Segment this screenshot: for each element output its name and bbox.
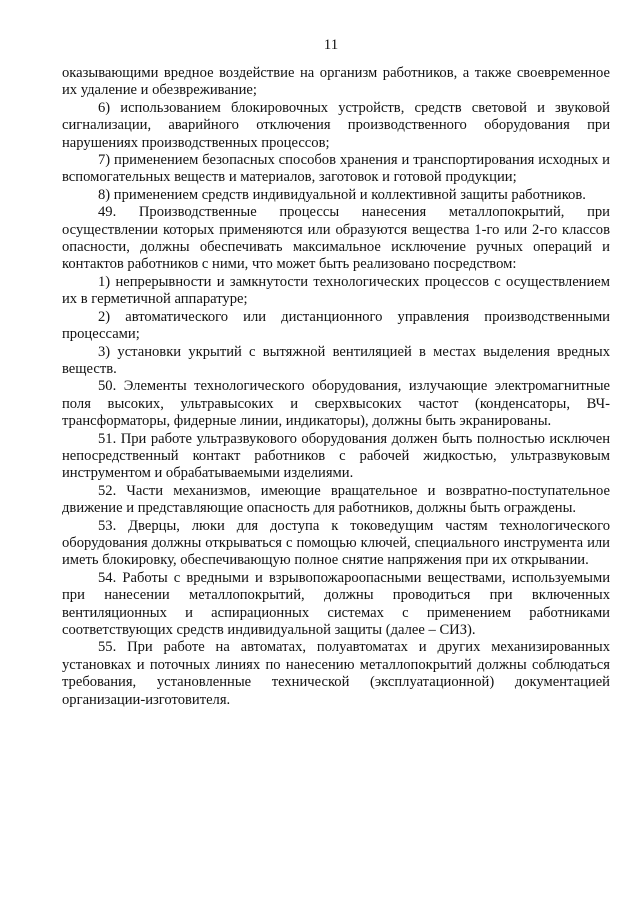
clause-52: 52. Части механизмов, имеющие вращательное и возвратно-поступательное движение и представляющие опасность для работников, должны быть ограждены. [62, 482, 610, 517]
document-body [62, 65, 610, 709]
clause-49-item-3: 3) установки укрытий с вытяжной вентиляцией в местах выделения вредных веществ. [62, 343, 610, 377]
clause-54: 54. Работы с вредными и взрывопожароопасными веществами, используемыми при нанесении металлопокрытий, должны проводиться при включенных вентиляционных и аспирационных системах с применением работниками соответствующих средств индивидуальной защиты (далее – СИЗ). [62, 569, 610, 638]
paragraph-continuation: оказывающими вредное воздействие на организм работников, а также своевременное их удаление и обезвреживание; [62, 65, 610, 99]
page-number: 11 [323, 37, 339, 53]
clause-50: 50. Элементы технологического оборудования, излучающие электромагнитные поля высоких, ультравысоких и сверхвысоких частот (конденсаторы, ВЧ-трансформаторы, фидерные линии, индикаторы), должны быть экранированы. [62, 378, 610, 430]
list-item-6: 6) использованием блокировочных устройств, средств световой и звуковой сигнализации, аварийного отключения производственного оборудования при нарушениях производственных процессов; [62, 99, 610, 151]
clause-53: 53. Дверцы, люки для доступа к токоведущим частям технологического оборудования должны открываться с помощью ключей, специального инструмента или иметь блокировку, обеспечивающую полное снятие напряжения при их открывании. [62, 517, 610, 569]
clause-49-item-2: 2) автоматического или дистанционного управления производственными процессами; [62, 308, 610, 343]
clause-51: 51. При работе ультразвукового оборудования должен быть полностью исключен непосредственный контакт работников с рабочей жидкостью, ультразвуковым инструментом и обрабатываемыми изделиями. [62, 430, 610, 482]
list-item-8: 8) применением средств индивидуальной и коллективной защиты работников. [98, 186, 586, 203]
clause-55: 55. При работе на автоматах, полуавтоматах и других механизированных установках и поточных линиях по нанесению металлопокрытий должны соблюдаться требования, установленные технической (эксплуатационной) документацией организации-изготовителя. [62, 639, 610, 708]
list-item-7: 7) применением безопасных способов хранения и транспортирования исходных и вспомогательных веществ и материалов, заготовок и готовой продукции; [62, 152, 610, 186]
clause-49: 49. Производственные процессы нанесения металлопокрытий, при осуществлении которых применяются или образуются вещества 1-го или 2-го классов опасности, должны обеспечивать максимальное исключение ручных операций и контактов работников с ними, что может быть реализовано посредством: [62, 204, 610, 273]
clause-49-item-1: 1) непрерывности и замкнутости технологических процессов с осуществлением их в герметичной аппаратуре; [62, 273, 610, 308]
